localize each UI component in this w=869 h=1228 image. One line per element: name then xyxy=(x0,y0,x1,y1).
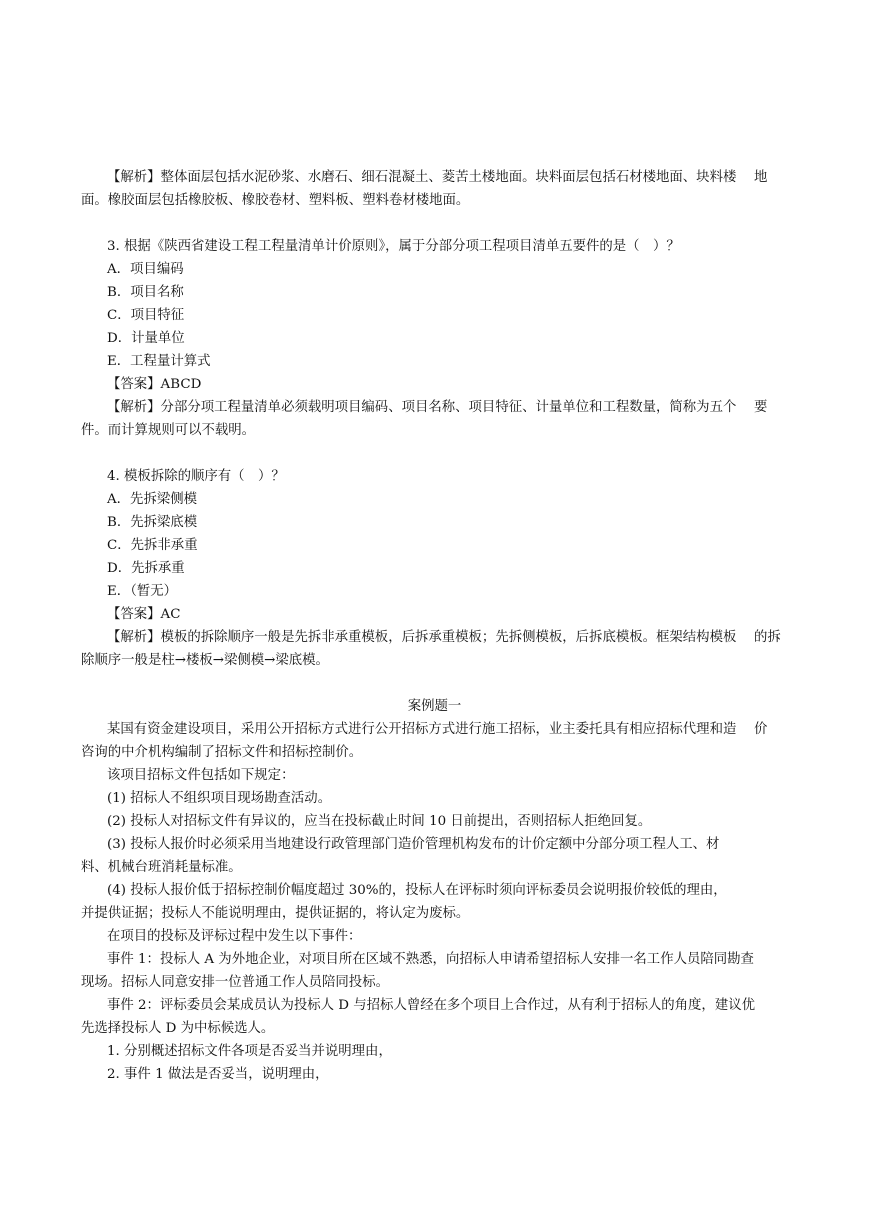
q3-answer: 【答案】ABCD xyxy=(107,377,202,392)
case1-rule2: (2) 投标人对招标文件有异议的，应当在投标截止时间 10 日前提出，否则招标人拒绝回复。 xyxy=(107,814,652,829)
case1-event2-line2: 先选择投标人 D 为中标候选人。 xyxy=(81,1021,275,1036)
case1-question1: 1. 分别概述招标文件各项是否妥当并说明理由， xyxy=(107,1044,392,1059)
q4-option-c: C．先拆非承重 xyxy=(107,538,198,553)
q3-option-e: E．工程量计算式 xyxy=(107,354,211,369)
case1-rule4-line2: 并提供证据；投标人不能说明理由，提供证据的，将认定为废标。 xyxy=(81,906,470,921)
q3-analysis-line2: 件。而计算规则可以不载明。 xyxy=(81,423,256,438)
case1-rule3-line2: 料、机械台班消耗量标准。 xyxy=(81,860,242,875)
q3-analysis-line1: 【解析】分部分项工程量清单必须载明项目编码、项目名称、项目特征、计量单位和工程数量，简称为五个 要 xyxy=(107,400,768,415)
case1-question2: 2. 事件 1 做法是否妥当，说明理由， xyxy=(107,1067,329,1082)
q4-analysis-line2: 除顺序一般是柱→楼板→梁侧模→梁底模。 xyxy=(81,653,329,668)
case1-event1-line1: 事件 1：投标人 A 为外地企业，对项目所在区域不熟悉，向招标人申请希望招标人安排一名工作人员陪同勘查 xyxy=(107,952,754,967)
q3-option-d: D．计量单位 xyxy=(107,331,185,346)
q3-option-c: C．项目特征 xyxy=(107,308,185,323)
case1-events-intro: 在项目的投标及评标过程中发生以下事件： xyxy=(107,929,362,944)
case1-rule4-line1: (4) 投标人报价低于招标控制价幅度超过 30%的，投标人在评标时须向评标委员会说明报价较低的理由， xyxy=(107,883,727,898)
q4-option-d: D．先拆承重 xyxy=(107,561,185,576)
q4-question: 4. 模板拆除的顺序有（ ）？ xyxy=(107,469,285,484)
case1-intro-line2: 咨询的中介机构编制了招标文件和招标控制价。 xyxy=(81,745,363,760)
q3-option-a: A．项目编码 xyxy=(107,262,184,277)
q4-option-a: A．先拆梁侧模 xyxy=(107,492,198,507)
case1-rule3-line1: (3) 投标人报价时必须采用当地建设行政管理部门造价管理机构发布的计价定额中分部分项工程人工、材 xyxy=(107,837,720,852)
case1-rules-intro: 该项目招标文件包括如下规定： xyxy=(107,768,295,783)
q2-analysis-line2: 面。橡胶面层包括橡胶板、橡胶卷材、塑料板、塑料卷材楼地面。 xyxy=(81,193,470,208)
q4-answer: 【答案】AC xyxy=(107,607,181,622)
case1-event1-line2: 现场。招标人同意安排一位普通工作人员陪同投标。 xyxy=(81,975,389,990)
case1-event2-line1: 事件 2：评标委员会某成员认为投标人 D 与招标人曾经在多个项目上合作过，从有利于招标人的角度，建议优 xyxy=(107,998,755,1013)
case1-rule1: (1) 招标人不组织项目现场勘查活动。 xyxy=(107,791,332,806)
case1-title: 案例题一 xyxy=(407,699,462,714)
q2-analysis-line1: 【解析】整体面层包括水泥砂浆、水磨石、细石混凝土、菱苦土楼地面。块料面层包括石材楼地面、块料楼 地 xyxy=(107,170,768,185)
q4-analysis-line1: 【解析】模板的拆除顺序一般是先拆非承重模板，后拆承重模板；先拆侧模板，后拆底模板。框架结构模板 的拆 xyxy=(107,630,781,645)
q4-option-e: E．（暂无） xyxy=(107,584,178,599)
q3-question: 3. 根据《陕西省建设工程工程量清单计价原则》，属于分部分项工程项目清单五要件的是（ ）？ xyxy=(107,239,680,254)
case1-intro-line1: 某国有资金建设项目，采用公开招标方式进行公开招标方式进行施工招标，业主委托具有相应招标代理和造 价 xyxy=(107,722,768,737)
q4-option-b: B．先拆梁底模 xyxy=(107,515,198,530)
q3-option-b: B．项目名称 xyxy=(107,285,184,300)
